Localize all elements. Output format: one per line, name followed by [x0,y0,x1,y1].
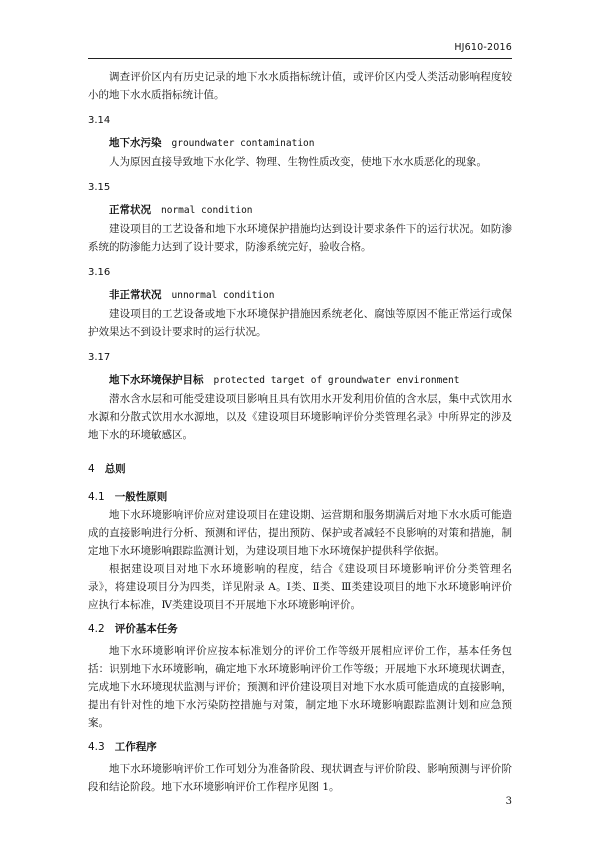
paragraph: 调查评价区内有历史记录的地下水水质指标统计值，或评价区内受人类活动影响程度较小的地下水水质指标统计值。 [88,71,512,101]
section-number: 4 [88,463,95,475]
paragraph: 地下水环境影响评价工作可划分为准备阶段、现状调查与评价阶段、影响预测与评价阶段和结论阶段。地下水环境影响评价工作程序见图 1。 [88,763,512,793]
term-heading [88,371,512,390]
section-number: 4.2 [88,623,105,635]
clause-number: 3.17 [88,352,111,363]
section-heading [88,620,512,638]
term-heading [88,286,512,305]
paragraph: 建设项目的工艺设备和地下水环境保护措施均达到设计要求条件下的运行状况。如防渗系统的防渗能力达到了设计要求，防渗系统完好，验收合格。 [88,223,512,253]
paragraph: 人为原因直接导致地下水化学、物理、生物性质改变，使地下水水质恶化的现象。 [109,156,487,168]
page-content [88,64,512,796]
term-en: normal condition [161,205,253,216]
paragraph: 潜水含水层和可能受建设项目影响且具有饮用水开发利用价值的含水层，集中式饮用水水源和分散式饮用水水源地，以及《建设项目环境影响评价分类管理名录》中所界定的涉及地下水的环境敏感区。 [88,393,512,441]
standard-code: HJ610-2016 [454,42,512,53]
page-number: 3 [505,796,512,807]
section-heading [88,738,512,756]
term-heading [88,201,512,220]
clause-number: 3.15 [88,182,111,193]
section-heading [88,460,512,478]
section-title: 一般性原则 [114,491,168,503]
term-en: unnormal condition [171,290,275,301]
term-en: groundwater contamination [171,138,315,149]
term-cn: 非正常状况 [109,289,162,301]
term-cn: 地下水环境保护目标 [109,374,204,386]
section-title: 评价基本任务 [114,623,178,635]
paragraph: 地下水环境影响评价应对建设项目在建设期、运营期和服务期满后对地下水水质可能造成的直接影响进行分析、预测和评估，提出预防、保护或者减轻不良影响的对策和措施，制定地下水环境影响跟踪监测计划，为建设项目地下水环境保护提供科学依据。 [88,509,512,557]
paragraph: 建设项目的工艺设备或地下水环境保护措施因系统老化、腐蚀等原因不能正常运行或保护效果达不到设计要求时的运行状况。 [88,308,512,338]
clause-number: 3.14 [88,115,111,126]
term-cn: 正常状况 [109,204,151,216]
section-heading [88,488,512,506]
section-number: 4.1 [88,491,105,503]
header-rule [88,58,512,59]
section-title: 工作程序 [114,741,157,753]
term-en: protected target of groundwater environment [213,375,460,386]
paragraph: 根据建设项目对地下水环境影响的程度，结合《建设项目环境影响评价分类管理名录》，将建设项目分为四类，详见附录 A。Ⅰ类、Ⅱ类、Ⅲ类建设项目的地下水环境影响评价应执行本标准，Ⅳ类建设项目不开展地下水环境影响评价。 [88,563,512,611]
term-heading [88,134,512,153]
section-title: 总则 [104,463,126,475]
clause-number: 3.16 [88,267,111,278]
section-number: 4.3 [88,741,105,753]
paragraph: 地下水环境影响评价应按本标准划分的评价工作等级开展相应评价工作，基本任务包括：识别地下水环境影响，确定地下水环境影响评价工作等级；开展地下水环境现状调查，完成地下水环境现状监测与评价；预测和评价建设项目对地下水水质可能造成的直接影响，提出有针对性的地下水污染防控措施与对策，制定地下水环境影响跟踪监测计划和应急预案。 [88,645,512,729]
term-cn: 地下水污染 [109,137,162,149]
